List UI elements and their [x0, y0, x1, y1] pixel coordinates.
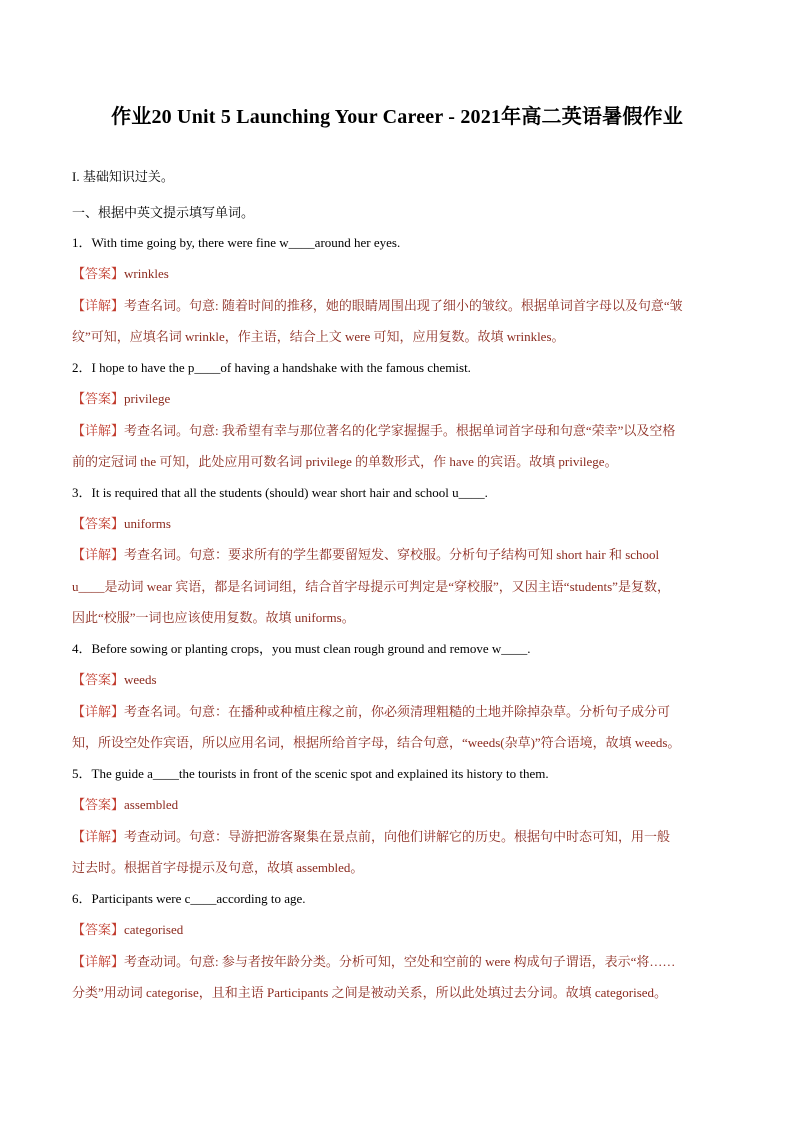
- question-3: 3．It is required that all the students (should) wear short hair and school u____.: [72, 485, 488, 500]
- answer-line-6: [72, 920, 183, 940]
- answer-line-2: [72, 389, 170, 409]
- detail-line-5a: [72, 827, 670, 847]
- detail-line-6a: [72, 952, 675, 972]
- answer-line-5: [72, 795, 178, 815]
- detail-text: 考查名词。句意：要求所有的学生都要留短发、穿校服。分析句子结构可知 short hair 和 school: [124, 547, 660, 562]
- section-heading-i: I. 基础知识过关。: [72, 169, 174, 184]
- answer-value: weeds: [124, 672, 157, 687]
- detail-text: 考查名词。句意: 随着时间的推移，她的眼睛周围出现了细小的皱纹。根据单词首字母以及句意“皱: [124, 298, 683, 313]
- detail-tag: 【详解】: [72, 423, 125, 438]
- answer-line-4: [72, 670, 157, 690]
- detail-text: 考查名词。句意：在播种或种植庄稼之前，你必须清理粗糙的土地并除掉杂草。分析句子成分可: [124, 704, 671, 719]
- detail-line-5b: 过去时。根据首字母提示及句意，故填 assembled。: [72, 860, 364, 875]
- answer-tag: 【答案】: [72, 391, 125, 406]
- question-4: 4．Before sowing or planting crops，you must clean rough ground and remove w____.: [72, 641, 531, 656]
- answer-value: categorised: [124, 922, 184, 937]
- answer-line-3: [72, 514, 171, 534]
- detail-line-2a: [72, 421, 675, 441]
- detail-line-6b: 分类”用动词 categorise，且和主语 Participants 之间是被动关系，所以此处填过去分词。故填 categorised。: [72, 985, 668, 1000]
- detail-line-3c: 因此“校服”一词也应该使用复数。故填 uniforms。: [72, 610, 355, 625]
- question-5: 5．The guide a____the tourists in front of the scenic spot and explained its history to them.: [72, 766, 549, 781]
- answer-value: assembled: [124, 797, 179, 812]
- answer-tag: 【答案】: [72, 672, 125, 687]
- detail-line-4b: 知，所设空处作宾语，所以应用名词，根据所给首字母，结合句意，“weeds(杂草)”符合语境，故填 weeds。: [72, 735, 681, 750]
- detail-tag: 【详解】: [72, 298, 125, 313]
- detail-line-1a: [72, 296, 683, 316]
- detail-tag: 【详解】: [72, 954, 125, 969]
- page-title: 作业20 Unit 5 Launching Your Career - 2021年高二英语暑假作业: [111, 106, 683, 128]
- answer-value: privilege: [124, 391, 171, 406]
- answer-value: wrinkles: [124, 266, 169, 281]
- detail-text: 考查名词。句意: 我希望有幸与那位著名的化学家握握手。根据单词首字母和句意“荣幸”以及空格: [124, 423, 676, 438]
- detail-line-3a: [72, 545, 659, 565]
- question-1: 1．With time going by, there were fine w____around her eyes.: [72, 235, 401, 250]
- answer-tag: 【答案】: [72, 516, 125, 531]
- answer-tag: 【答案】: [72, 922, 125, 937]
- section-heading-1: 一、根据中英文提示填写单词。: [72, 205, 255, 220]
- answer-tag: 【答案】: [72, 266, 125, 281]
- detail-tag: 【详解】: [72, 547, 125, 562]
- question-6: 6．Participants were c____according to age.: [72, 891, 306, 906]
- detail-line-4a: [72, 702, 670, 722]
- detail-line-1b: 纹”可知，应填名词 wrinkle，作主语，结合上文 were 可知，应用复数。故填 wrinkles。: [72, 329, 565, 344]
- detail-text: 考查动词。句意: 参与者按年龄分类。分析可知，空处和空前的 were 构成句子谓语，表示“将……: [124, 954, 676, 969]
- detail-line-2b: 前的定冠词 the 可知，此处应用可数名词 privilege 的单数形式，作 have 的宾语。故填 privilege。: [72, 454, 618, 469]
- answer-tag: 【答案】: [72, 797, 125, 812]
- question-2: 2．I hope to have the p____of having a handshake with the famous chemist.: [72, 360, 471, 375]
- detail-line-3b: u____是动词 wear 宾语，都是名词词组，结合首字母提示可判定是“穿校服”，又因主语“students”是复数，: [72, 579, 670, 594]
- answer-line-1: [72, 264, 169, 284]
- detail-tag: 【详解】: [72, 704, 125, 719]
- detail-text: 考查动词。句意：导游把游客聚集在景点前，向他们讲解它的历史。根据句中时态可知，用一般: [124, 829, 671, 844]
- answer-value: uniforms: [124, 516, 171, 531]
- detail-tag: 【详解】: [72, 829, 125, 844]
